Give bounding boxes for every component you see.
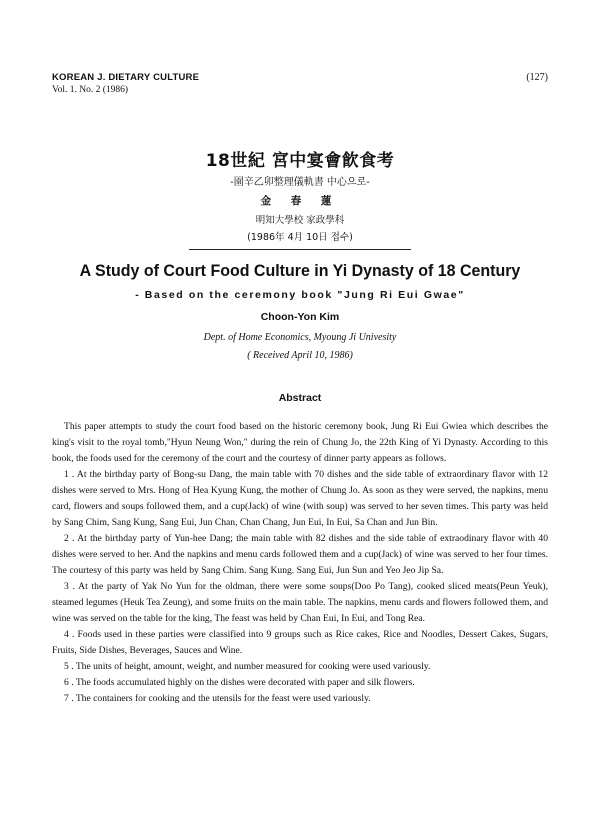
abstract-paragraph: This paper attempts to study the court food based on the historic ceremony book, Jung Ri Eui Gwiea which describes the king's visit to the royal tomb,"Hyun Neung Won," during the rein of Chung Jo, the 22th King of Yi Dynasty. According to this book, the foods used for the ceremony of the court and the courtesy of dinner party appears as follows. [52, 421, 548, 464]
english-subtitle: - Based on the ceremony book "Jung Ri Eui Gwae" [135, 289, 465, 301]
journal-volume: Vol. 1. No. 2 (1986) [52, 85, 129, 95]
english-title: A Study of Court Food Culture in Yi Dynasty of 18 Century [79, 261, 521, 280]
english-received-date: ( Received April 10, 1986) [247, 350, 353, 361]
abstract-body [52, 419, 548, 707]
korean-subtitle: -園辛乙卯整理儀軌書 中心으로- [230, 177, 370, 188]
abstract-paragraph: 6 . The foods accumulated highly on the dishes were decorated with paper and silk flowers. [64, 677, 415, 688]
korean-title: 18世紀 宮中宴會飮食考 [205, 151, 395, 171]
abstract-paragraph: 4 . Foods used in these parties were classified into 9 groups such as Rice cakes, Rice and Noodles, Dessert Cakes, Sugars, Fruits, Side Dishes, Beverages, Sauces and Wine. [52, 629, 548, 656]
korean-author: 金 春 蓮 [260, 195, 340, 207]
abstract-paragraph: 2 . At the birthday party of Yun-hee Dang; the main table with 82 dishes and the side table of extraodinary flavor with 40 dishes were served to her. And the napkins and menu cards followed them and a cup(Jack) of wine was served to her four times. The courtesy of this party was held by Sang Chim. Sang Kung. Sang Eui, Jun Sun and Yeo Jeo Jip Sa. [52, 533, 548, 576]
abstract-paragraph: 3 . At the party of Yak No Yun for the oldman, there were some soups(Doo Po Tang), cooked sliced meats(Peun Yeuk), steamed legumes (Heuk Tea Zeung), and some fruits on the main table. The napkins, menu cards and flowers followed them, and wine was served on the table for the king, The feast was held by Chan Eui, In Eui, and Tong Rea. [52, 581, 548, 624]
title-divider [189, 249, 411, 250]
page-number: (127) [526, 72, 548, 83]
english-author: Choon-Yon Kim [260, 311, 340, 323]
abstract-paragraph: 7 . The containers for cooking and the utensils for the feast were used variously. [64, 693, 371, 704]
korean-received-date: (1986年 4月 10日 접수) [247, 232, 353, 243]
abstract-paragraph: 1 . At the birthday party of Bong-su Dang, the main table with 70 dishes and the side table of extraordinary flavor with 12 dishes were served to Mrs. Hong of Hea Kyung Kung, the mother of Chung Jo. As soon as they were served, the napkins, menu card, flowers and soups followed them, and a cup(Jack) of wine (with soup) was served to her seven times. This party was held by Sang Chim, Sang Kung, Sang Eui, Jun Chan, Chan Chang, Jun Eui, In Eui, Sa Chan and Jun Bin. [52, 469, 548, 528]
journal-header [52, 72, 199, 96]
abstract-paragraph: 5 . The units of height, amount, weight, and number measured for cooking were used variously. [64, 661, 431, 672]
english-department: Dept. of Home Economics, Myoung Ji Univesity [203, 332, 397, 343]
journal-name: KOREAN J. DIETARY CULTURE [52, 72, 200, 83]
korean-affiliation: 明知大學校 家政學科 [255, 215, 345, 226]
abstract-heading: Abstract [278, 392, 322, 404]
